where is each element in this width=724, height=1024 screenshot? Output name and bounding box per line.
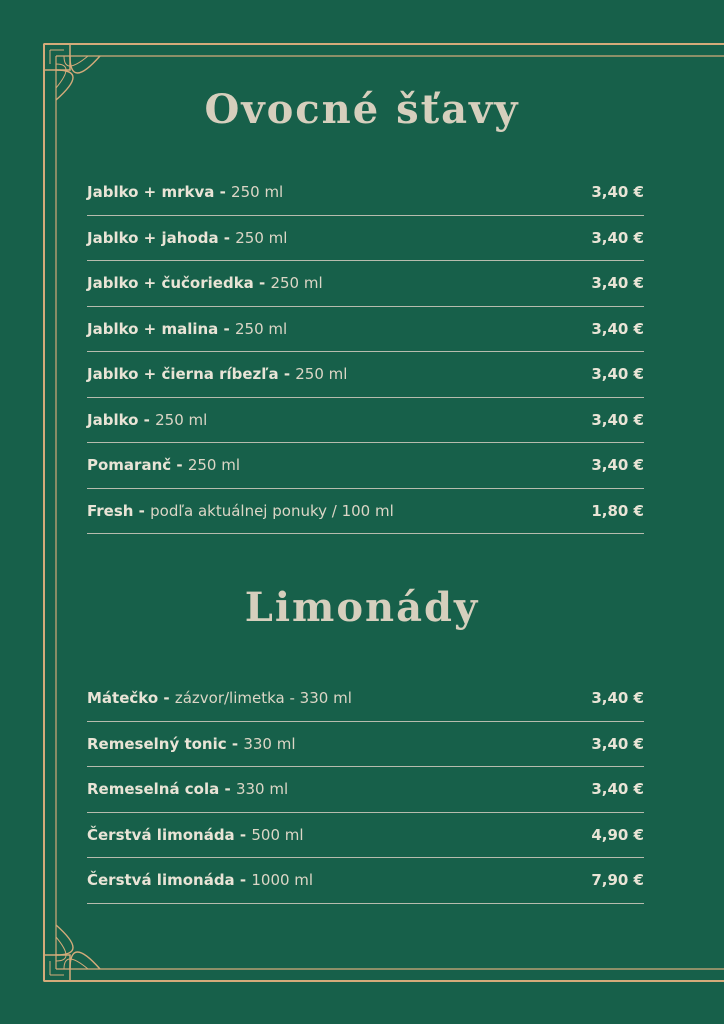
item-name: Jablko + mrkva - bbox=[87, 183, 232, 202]
item-price: 3,40 € bbox=[591, 365, 644, 384]
item-detail: zázvor/limetka - 330 ml bbox=[174, 689, 352, 708]
item-price: 3,40 € bbox=[591, 410, 644, 429]
item-name: Jablko - bbox=[87, 410, 156, 429]
item-price: 3,40 € bbox=[591, 183, 644, 202]
item-detail: 500 ml bbox=[251, 825, 304, 844]
item-price: 3,40 € bbox=[591, 319, 644, 338]
item-price: 7,90 € bbox=[591, 871, 644, 890]
menu-item-juice bbox=[87, 398, 644, 444]
item-detail: 330 ml bbox=[235, 780, 289, 799]
menu-item-juice bbox=[87, 307, 644, 353]
menu-item-juice bbox=[87, 443, 644, 489]
item-price: 3,40 € bbox=[591, 780, 644, 799]
section-title-juices: Ovocné šťavy bbox=[204, 86, 520, 133]
menu-item-lemonade bbox=[87, 676, 644, 722]
menu-item-juice bbox=[87, 261, 644, 307]
item-detail: 1000 ml bbox=[251, 871, 314, 890]
item-name: Remeselný tonic - bbox=[87, 734, 244, 753]
menu-item-juice bbox=[87, 216, 644, 262]
item-detail: 330 ml bbox=[243, 734, 296, 753]
item-detail: podľa aktuálnej ponuky / 100 ml bbox=[150, 501, 394, 520]
juices-list bbox=[87, 170, 644, 534]
item-price: 4,90 € bbox=[591, 825, 644, 844]
section-title-lemonades: Limonády bbox=[244, 584, 480, 631]
item-detail: 250 ml bbox=[235, 228, 288, 247]
item-price: 3,40 € bbox=[591, 456, 644, 475]
item-name: Jablko + čierna ríbezľa - bbox=[87, 365, 296, 384]
item-detail: 250 ml bbox=[231, 183, 284, 202]
menu-item-lemonade bbox=[87, 722, 644, 768]
item-price: 3,40 € bbox=[591, 274, 644, 293]
item-detail: 250 ml bbox=[295, 365, 348, 384]
item-detail: 250 ml bbox=[270, 274, 323, 293]
menu-item-juice bbox=[87, 170, 644, 216]
item-name: Mátečko - bbox=[87, 689, 175, 708]
item-detail: 250 ml bbox=[155, 410, 208, 429]
item-name: Jablko + malina - bbox=[87, 319, 235, 338]
item-name: Čerstvá limonáda - bbox=[87, 825, 252, 844]
item-name: Čerstvá limonáda - bbox=[87, 871, 252, 890]
item-name: Jablko + jahoda - bbox=[87, 228, 236, 247]
lemonades-list bbox=[87, 676, 644, 904]
menu-item-lemonade bbox=[87, 767, 644, 813]
item-detail: 250 ml bbox=[234, 319, 288, 338]
item-name: Remeselná cola - bbox=[87, 780, 236, 799]
item-name: Pomaranč - bbox=[87, 456, 188, 475]
item-name: Fresh - bbox=[87, 501, 151, 520]
menu-item-lemonade bbox=[87, 813, 644, 859]
item-price: 3,40 € bbox=[591, 689, 644, 708]
item-name: Jablko + čučoriedka - bbox=[87, 274, 271, 293]
item-price: 1,80 € bbox=[591, 501, 644, 520]
menu-item-juice bbox=[87, 489, 644, 535]
menu-item-juice bbox=[87, 352, 644, 398]
menu-item-lemonade bbox=[87, 858, 644, 904]
item-price: 3,40 € bbox=[591, 734, 644, 753]
item-price: 3,40 € bbox=[591, 228, 644, 247]
item-detail: 250 ml bbox=[187, 456, 240, 475]
